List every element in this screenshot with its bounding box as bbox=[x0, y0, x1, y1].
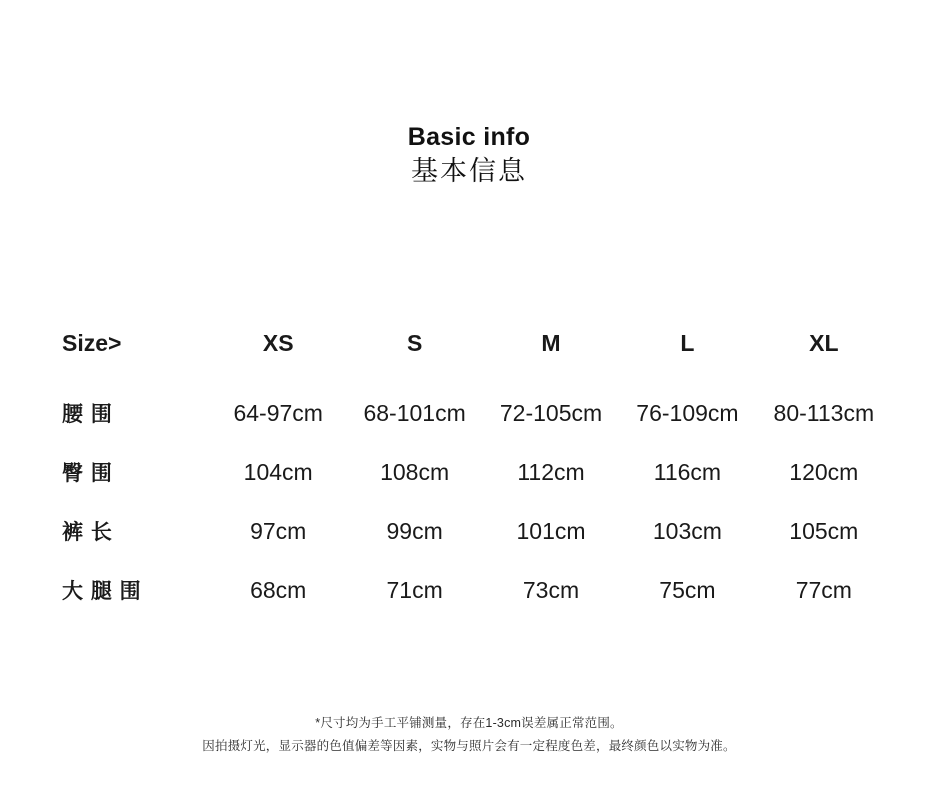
pant-length-l: 103cm bbox=[652, 518, 722, 544]
size-header-label: Size> bbox=[62, 330, 122, 356]
size-header-xs: XS bbox=[262, 330, 294, 356]
waist-m: 72-105cm bbox=[499, 400, 603, 426]
row-label-waist: 腰 围 bbox=[62, 403, 113, 426]
waist-l: 76-109cm bbox=[636, 400, 739, 426]
thigh-m: 73cm bbox=[522, 577, 580, 603]
page-title-chinese: 基本信息 bbox=[411, 156, 527, 186]
footnote-measurement: *尺寸均为手工平铺测量，存在1-3cm误差属正常范围。 bbox=[315, 716, 623, 730]
waist-xs: 64-97cm bbox=[233, 400, 323, 426]
pant-length-xs: 97cm bbox=[250, 518, 307, 544]
row-label-hip: 臀 围 bbox=[62, 462, 113, 485]
thigh-l: 75cm bbox=[659, 577, 716, 603]
hip-xl: 120cm bbox=[789, 459, 859, 485]
size-header-xl: XL bbox=[809, 330, 839, 356]
hip-s: 108cm bbox=[380, 459, 450, 485]
row-label-pant-length: 裤 长 bbox=[62, 521, 113, 544]
table-header-row bbox=[52, 330, 892, 370]
waist-xl: 80-113cm bbox=[773, 400, 875, 426]
size-header-l: L bbox=[680, 330, 695, 356]
size-table bbox=[52, 330, 892, 634]
waist-s: 68-101cm bbox=[363, 400, 466, 426]
thigh-xl: 77cm bbox=[795, 577, 852, 603]
pant-length-s: 99cm bbox=[386, 518, 443, 544]
page-title bbox=[0, 122, 938, 188]
pant-length-xl: 105cm bbox=[789, 518, 859, 544]
table-row bbox=[52, 457, 892, 516]
thigh-s: 71cm bbox=[386, 577, 443, 603]
table-row bbox=[52, 398, 892, 457]
footnotes bbox=[0, 712, 938, 758]
table-row bbox=[52, 575, 892, 634]
table-row bbox=[52, 516, 892, 575]
hip-l: 116cm bbox=[653, 459, 722, 485]
hip-m: 112cm bbox=[517, 459, 585, 485]
footnote-color: 因拍摄灯光，显示器的色值偏差等因素，实物与照片会有一定程度色差，最终颜色以实物为准。 bbox=[202, 739, 736, 753]
thigh-xs: 68cm bbox=[250, 577, 307, 603]
page-title-english: Basic info bbox=[407, 123, 531, 151]
row-label-thigh: 大 腿 围 bbox=[62, 580, 142, 603]
pant-length-m: 101cm bbox=[516, 518, 586, 544]
table-spacer bbox=[52, 370, 892, 398]
hip-xs: 104cm bbox=[243, 459, 313, 485]
size-header-m: M bbox=[541, 330, 561, 356]
size-header-s: S bbox=[406, 330, 423, 356]
